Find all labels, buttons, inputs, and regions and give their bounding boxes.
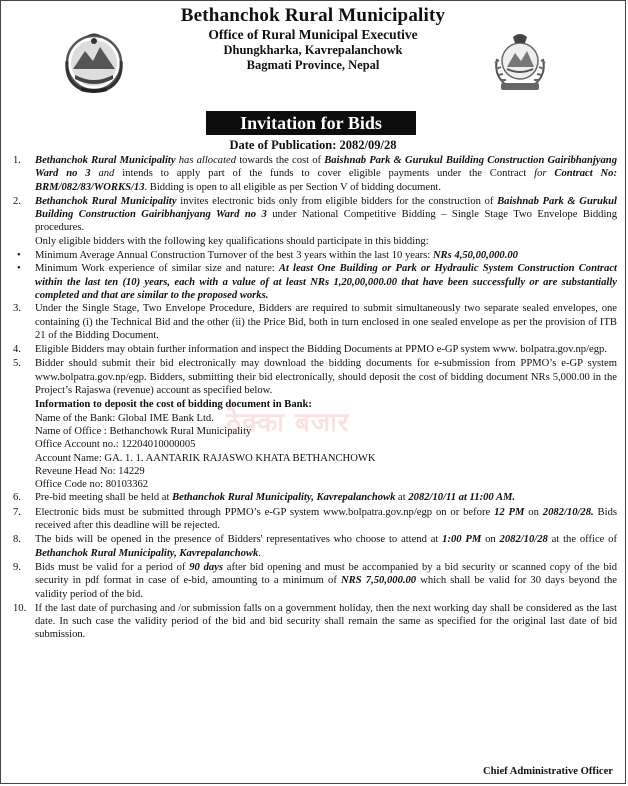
clause-number: 10. (13, 602, 27, 614)
notice-body (11, 154, 617, 643)
address-line-1: Dhungkharka, Kavrepalanchowk (223, 43, 403, 58)
qualification-intro: Only eligible bidders with the following key qualifications should participate in this bidding: (35, 235, 429, 247)
invitation-banner: Invitation for Bids (206, 111, 416, 135)
clause-number: 1. (13, 155, 21, 166)
clause-number: 8. (13, 534, 21, 546)
bullet-icon: • (17, 250, 21, 262)
clause-7: 7. Electronic bids must be submitted through PPMO’s e-GP system www.bolpatra.gov.np/egp on or before 12 PM on 2082/10/28. Bids received after this deadline will be rejected. (13, 506, 617, 532)
clause-1: 1. Bethanchok Rural Municipality has allocated towards the cost of Baishnab Park & Gurukul Building Construction Gairibhanjyang Ward no 3 and intends to apply part of the funds to cover eligible payments under the Contract for Contract No: BRM/082/83/WORKS/13. Bidding is open to all eligible as per Section V of bidding document. (13, 155, 618, 193)
clause-10: 10. If the last date of purchasing and /or submission falls on a government holiday, then the next working day shall be considered as the last date. In such case the validity period of the bid and bid security shall remain the same as specified for the original last date of bid submission. (13, 602, 617, 641)
clause-8: 8. The bids will be opened in the presence of Bidders' representatives who choose to attend at 1:00 PM on 2082/10/28 at the office of Bethanchok Rural Municipality, Kavrepalanchowk. (13, 534, 618, 559)
clause-2: 2. Bethanchok Rural Municipality invites electronic bids only from eligible bidders for the construction of Baishnab Park & Gurukul Building Construction Gairibhanjyang Ward no 3 under National Competitive Bidding – Single Stage Two Envelope Bidding procedures. Only eligible bidders with the following key qualifications should participate in this bidding: (13, 195, 617, 247)
account-number: Office Account no.: 12204010000005 (35, 439, 196, 451)
bank-info-title: Information to deposit the cost of bidding document in Bank: (35, 399, 312, 411)
bullet-icon: • (17, 263, 21, 275)
publication-date: Date of Publication: 2082/09/28 (229, 138, 397, 152)
account-name: Account Name: GA. 1. 1. AANTARIK RAJASWO KHATA BETHANCHOWK (35, 452, 376, 464)
clause-number: 6. (13, 492, 21, 504)
clause-4: 4. Eligible Bidders may obtain further information and inspect the Bidding Documents at PPMO e-GP system www. bolpatra.gov.np/egp. (13, 344, 607, 356)
bank-name: Name of the Bank: Global IME Bank Ltd. (35, 412, 214, 424)
clause-3: 3. Under the Single Stage, Two Envelope Procedure, Bidders are required to submit simultaneously two separate sealed envelopes, one containing (i) the Technical Bid and the other (ii) the Price Bid, both in turn enclosed in one sealed envelope as per the provision of ITB 21 of the Bidding Document. (13, 303, 617, 341)
clause-6: 6. Pre-bid meeting shall be held at Bethanchok Rural Municipality, Kavrepalanchowk at 2082/10/11 at 11:00 AM. (13, 492, 516, 504)
clause-number: 3. (13, 303, 21, 315)
signature-line: Chief Administrative Officer (482, 766, 613, 777)
municipality-logo-icon (487, 29, 553, 95)
clause-number: 9. (13, 561, 21, 573)
qualification-experience: • Minimum Work experience of similar size and nature: At least One Building or Park or Hydraulic System Construction Contract within the last ten (10) years, each with a value of at least NRs 1,20,00,000.00 that have been successfully or are substantially completed and that are similar to the proposed works. (17, 263, 617, 301)
clause-number: 7. (13, 506, 21, 518)
header (1, 1, 625, 111)
revenue-head: Reveune Head No: 14229 (35, 465, 145, 477)
organization-name: Bethanchok Rural Municipality (180, 5, 446, 26)
clause-5: 5. Bidder should submit their bid electronically may download the bidding documents for e-submission from PPMO’s e-GP system www.bolpatra.gov.np/egp. Bidders, submitting their bid electronically, should deposit the cost of bidding document NRs 5,000.00 in the Project’s Rajaswa (revenue) account as specified below. (13, 358, 617, 397)
office-name-line: Name of Office : Bethanchowk Rural Municipality (35, 425, 252, 437)
address-line-2: Bagmati Province, Nepal (246, 58, 380, 73)
watermark: ठेक्का बजार (226, 408, 350, 438)
clause-number: 5. (13, 358, 21, 370)
office-name: Office of Rural Municipal Executive (208, 27, 418, 43)
clause-number: 2. (13, 195, 21, 207)
clause-number: 4. (13, 344, 21, 356)
clause-9: 9. Bids must be valid for a period of 90 days after bid opening and must be accompanied by a bid security or scanned copy of the bid security in pdf format in case of e-bid, amounting to a minimum of NRS 7,50,000.00 which shall be valid for 30 days beyond the validity period of the bid. (13, 561, 617, 600)
office-code: Office Code no: 80103362 (35, 479, 149, 491)
qualification-turnover: • Minimum Average Annual Construction Turnover of the best 3 years within the last 10 years: NRs 4,50,00,000.00 (17, 250, 518, 262)
bank-info (11, 398, 617, 491)
